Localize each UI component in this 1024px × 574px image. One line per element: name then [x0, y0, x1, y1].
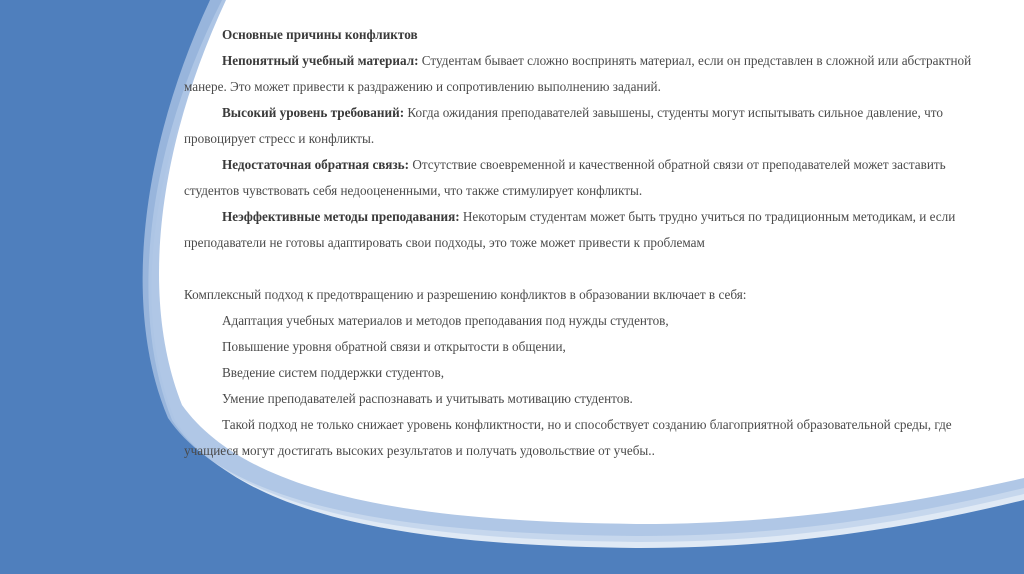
cause-text: Когда ожидания преподавателей завышены, студенты могут испытывать сильное давление, что провоцирует стресс и конфликты.	[184, 105, 943, 146]
cause-text: Некоторым студентам может быть трудно учиться по традиционным методикам, и если преподаватели не готовы адаптировать свои подходы, это тоже может привести к проблемам	[184, 209, 956, 250]
cause-term: Непонятный учебный материал:	[222, 53, 419, 68]
cause-item	[184, 204, 1004, 256]
cause-item	[184, 48, 1004, 100]
measure-item: Повышение уровня обратной связи и открытости в общении,	[222, 339, 566, 354]
conclusion-text: Такой подход не только снижает уровень конфликтности, но и способствует созданию благоприятной образовательной среды, где учащиеся могут достигать высоких результатов и получать удовольствие от учебы..	[184, 417, 952, 458]
cause-text: Студентам бывает сложно воспринять материал, если он представлен в сложной или абстрактной манере. Это может привести к раздражению и сопротивлению выполнению заданий.	[184, 53, 972, 94]
measure-item: Адаптация учебных материалов и методов преподавания под нужды студентов,	[222, 313, 669, 328]
cause-text: Отсутствие своевременной и качественной обратной связи от преподавателей может заставить студентов чувствовать себя недооцененными, что также стимулирует конфликты.	[184, 157, 946, 198]
paragraph-gap	[184, 256, 1004, 282]
cause-term: Недостаточная обратная связь:	[222, 157, 410, 172]
section-heading: Основные причины конфликтов	[222, 27, 418, 42]
cause-item	[184, 100, 1004, 152]
cause-term: Высокий уровень требований:	[222, 105, 405, 120]
slide-text	[184, 22, 1004, 464]
approach-intro: Комплексный подход к предотвращению и разрешению конфликтов в образовании включает в себя:	[184, 287, 747, 302]
measure-item: Умение преподавателей распознавать и учитывать мотивацию студентов.	[222, 391, 633, 406]
cause-term: Неэффективные методы преподавания:	[222, 209, 460, 224]
cause-item	[184, 152, 1004, 204]
measure-item: Введение систем поддержки студентов,	[222, 365, 445, 380]
